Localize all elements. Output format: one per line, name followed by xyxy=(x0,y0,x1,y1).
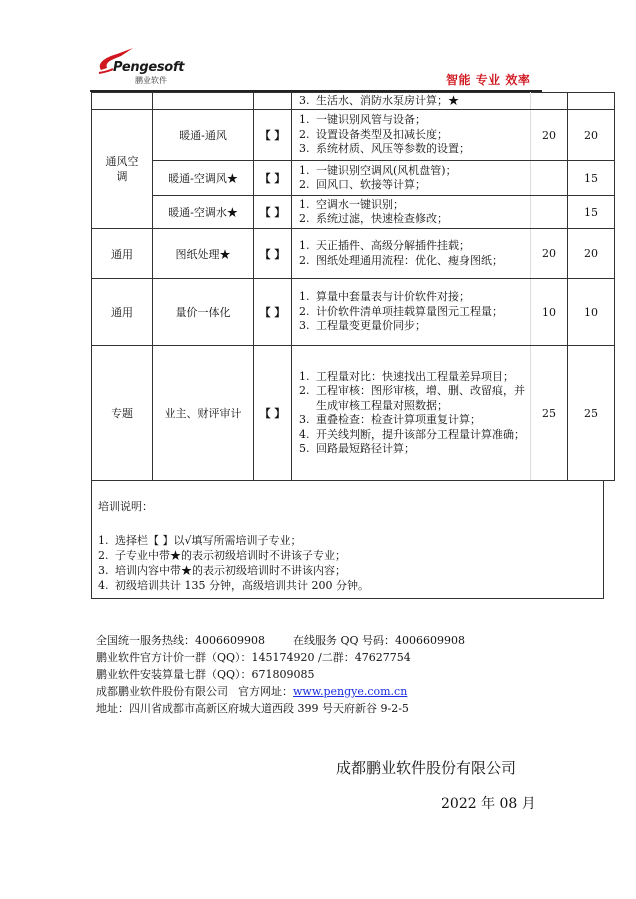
item-text: 空调水一键识别； xyxy=(316,197,404,211)
item-number: 2. xyxy=(299,253,310,267)
category-label: 通风空调 xyxy=(105,155,139,183)
item-number: 1. xyxy=(299,197,310,211)
advanced-minutes-cell: 10 xyxy=(568,279,615,346)
content-item xyxy=(299,290,528,305)
table-row xyxy=(92,110,615,161)
note-number: 3. xyxy=(98,564,109,577)
item-text: 工程量变更量价同步； xyxy=(316,319,426,333)
basic-minutes-cell xyxy=(531,196,568,229)
content-cell xyxy=(292,229,531,279)
category-cell xyxy=(92,93,153,110)
content-cell xyxy=(292,161,531,196)
basic-minutes-cell: 10 xyxy=(531,279,568,346)
company-name: 成都鹏业软件股份有限公司 xyxy=(96,685,228,698)
content-cell xyxy=(292,346,531,481)
contact-line xyxy=(96,632,465,649)
select-cell xyxy=(254,93,292,110)
training-notes xyxy=(91,480,604,599)
category-cell: 通用 xyxy=(92,229,153,279)
item-number: 3. xyxy=(299,319,310,333)
advanced-minutes-cell xyxy=(568,93,615,110)
note-item xyxy=(98,533,369,548)
category-cell xyxy=(92,110,153,229)
pricing-group: 鹏业软件官方计价一群（QQ）：145174920 /二群：47627754 xyxy=(96,651,411,664)
note-text: 初级培训共计 135 分钟，高级培训共计 200 分钟。 xyxy=(115,579,369,592)
category-cell: 通用 xyxy=(92,279,153,346)
table-row xyxy=(92,229,615,279)
item-text: 重叠检查：检查计算项重复计算； xyxy=(316,413,481,426)
item-text: 系统过滤，快速检查修改； xyxy=(316,212,448,225)
advanced-minutes-cell: 25 xyxy=(568,346,615,481)
logo-english-text: Pengesoft xyxy=(113,60,185,75)
note-number: 4. xyxy=(98,579,109,592)
category-cell: 专题 xyxy=(92,346,153,481)
content-item xyxy=(299,319,528,334)
select-checkbox[interactable]: 【 】 xyxy=(254,279,292,346)
subject-cell: 暖通-空调风★ xyxy=(153,161,254,196)
hotline: 全国统一服务热线：4006609908 xyxy=(96,634,265,647)
table-row xyxy=(92,346,615,481)
content-item xyxy=(299,305,528,320)
contact-line xyxy=(96,683,465,700)
content-item xyxy=(299,178,528,193)
item-text: 一键识别风管与设备； xyxy=(316,113,426,127)
item-text: 设置设备类型及扣减长度； xyxy=(316,127,448,141)
install-group: 鹏业软件安装算量七群（QQ）：671809085 xyxy=(96,668,315,681)
qq-service: 在线服务 QQ 号码：4006609908 xyxy=(293,634,466,647)
advanced-minutes-cell: 20 xyxy=(568,110,615,161)
item-text: 开关线判断，提升该部分工程量计算准确； xyxy=(316,427,525,441)
content-item xyxy=(299,428,528,443)
item-text: 算量中套量表与计价软件对接； xyxy=(316,290,470,304)
subject-cell: 图纸处理★ xyxy=(153,229,254,279)
subject-cell: 暖通-空调水★ xyxy=(153,196,254,229)
basic-minutes-cell xyxy=(531,93,568,110)
content-item xyxy=(299,198,528,213)
content-item xyxy=(299,142,528,157)
basic-minutes-cell xyxy=(531,161,568,196)
subject-cell: 业主、财评审计 xyxy=(153,346,254,481)
contact-info xyxy=(96,632,465,717)
subject-cell xyxy=(153,93,254,110)
note-number: 1. xyxy=(98,534,109,547)
table-row xyxy=(92,196,615,229)
note-item xyxy=(98,578,369,593)
item-number: 1. xyxy=(299,239,310,252)
item-text: 回路最短路径计算； xyxy=(316,442,415,455)
note-item xyxy=(98,548,369,563)
item-number: 1. xyxy=(299,290,310,304)
item-number: 1. xyxy=(299,369,310,383)
item-text: 系统材质、风压等参数的设置； xyxy=(316,142,470,156)
training-table xyxy=(91,92,615,481)
table-row xyxy=(92,93,615,110)
basic-minutes-cell: 25 xyxy=(531,346,568,481)
item-number: 2. xyxy=(299,384,310,397)
footer-date: 2022 年 08 月 xyxy=(441,796,536,812)
content-item xyxy=(299,384,528,413)
content-item xyxy=(299,442,528,457)
item-number: 2. xyxy=(299,178,310,191)
select-checkbox[interactable]: 【 】 xyxy=(254,110,292,161)
item-text: 回风口、软接等计算； xyxy=(316,178,426,191)
table-row xyxy=(92,279,615,346)
select-checkbox[interactable]: 【 】 xyxy=(254,196,292,229)
advanced-minutes-cell: 15 xyxy=(568,161,615,196)
note-item xyxy=(98,563,369,578)
item-text: 天正插件、高级分解插件挂载； xyxy=(316,239,470,252)
note-text: 培训内容中带★的表示初级培训时不讲该内容； xyxy=(115,564,346,577)
content-item xyxy=(299,94,528,109)
advanced-minutes-cell: 20 xyxy=(568,229,615,279)
advanced-minutes-cell: 15 xyxy=(568,196,615,229)
table-row xyxy=(92,161,615,196)
select-checkbox[interactable]: 【 】 xyxy=(254,346,292,481)
item-number: 3. xyxy=(299,93,310,107)
note-text: 选择栏【 】以√填写所需培训子专业； xyxy=(115,534,302,547)
content-item xyxy=(299,212,528,227)
logo-chinese-text: 鹏业软件 xyxy=(135,76,167,85)
note-number: 2. xyxy=(98,549,109,562)
item-number: 2. xyxy=(299,127,310,141)
item-text: 生活水、消防水泵房计算；★ xyxy=(316,93,459,107)
address: 地址：四川省成都市高新区府城大道西段 399 号天府新谷 9-2-5 xyxy=(96,702,409,715)
website-link[interactable]: www.pengye.com.cn xyxy=(293,685,408,698)
basic-minutes-cell: 20 xyxy=(531,110,568,161)
item-text: 一键识别空调风(风机盘管)； xyxy=(316,163,457,177)
item-number: 5. xyxy=(299,442,310,455)
item-number: 3. xyxy=(299,413,310,426)
content-item xyxy=(299,128,528,143)
item-text: 计价软件清单项挂载算量图元工程量； xyxy=(316,304,503,318)
notes-title: 培训说明： xyxy=(98,500,153,513)
item-text: 工程审核：图形审核，增、删、改留痕，并生成审核工程量对照数据； xyxy=(316,384,525,412)
footer-company: 成都鹏业软件股份有限公司 xyxy=(336,759,517,777)
notes-list xyxy=(98,533,369,593)
item-text: 工程量对比：快速找出工程量差异项目； xyxy=(316,369,514,383)
item-number: 2. xyxy=(299,304,310,318)
content-item xyxy=(299,239,528,254)
select-checkbox[interactable]: 【 】 xyxy=(254,161,292,196)
basic-minutes-cell: 20 xyxy=(531,229,568,279)
content-item xyxy=(299,113,528,128)
content-cell xyxy=(292,196,531,229)
slogan: 智能 专业 效率 xyxy=(446,73,531,87)
note-text: 子专业中带★的表示初级培训时不讲该子专业； xyxy=(115,549,346,562)
pengesoft-logo xyxy=(95,46,205,86)
subject-cell: 量价一体化 xyxy=(153,279,254,346)
subject-cell: 暖通-通风 xyxy=(153,110,254,161)
select-checkbox[interactable]: 【 】 xyxy=(254,229,292,279)
item-number: 2. xyxy=(299,212,310,225)
content-cell xyxy=(292,110,531,161)
website-label: 官方网址： xyxy=(238,685,293,698)
content-item xyxy=(299,254,528,269)
content-cell xyxy=(292,279,531,346)
item-number: 1. xyxy=(299,113,310,127)
item-number: 4. xyxy=(299,427,310,441)
item-number: 3. xyxy=(299,142,310,156)
item-text: 图纸处理通用流程：优化、瘦身图纸； xyxy=(316,253,503,267)
content-item xyxy=(299,370,528,385)
item-number: 1. xyxy=(299,163,310,177)
content-item xyxy=(299,413,528,428)
content-item xyxy=(299,164,528,179)
content-cell xyxy=(292,93,531,110)
